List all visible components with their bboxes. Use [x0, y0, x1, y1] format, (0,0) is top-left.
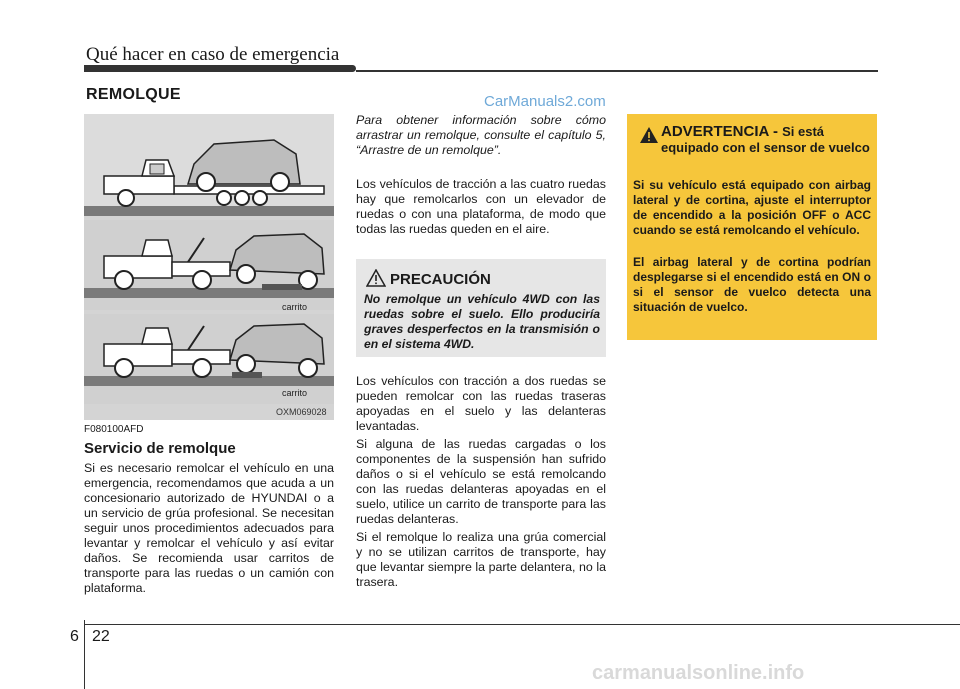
header-rule-thin — [356, 70, 878, 72]
intro-paragraph: Para obtener información sobre cómo arrastrar un remolque, consulte el capítulo 5, “Arrastre de un remolque”. — [356, 113, 606, 157]
commercial-tow-paragraph: Si el remolque lo realiza una grúa comercial y no se utilizan carritos de transporte, hay que levantar siempre la parte delantera, no la trasera. — [356, 530, 606, 589]
warning-text-1: Si su vehículo está equipado con airbag lateral y de cortina, ajuste el interruptor de encendido a la posición OFF o ACC cuando se está remolcando el vehículo. — [633, 178, 871, 237]
watermark-bottom[interactable]: carmanualsonline.info — [592, 662, 805, 684]
watermark-top[interactable]: CarManuals2.com — [484, 93, 606, 110]
warning-text-2: El airbag lateral y de cortina podrían desplegarse si el encendido está en ON o si el sensor de vuelco detecta una situación de vuelco. — [633, 255, 871, 314]
caution-triangle-icon — [366, 269, 386, 287]
carrito-label-2: carrito — [282, 388, 308, 398]
warning-title-main: ADVERTENCIA - — [661, 123, 783, 140]
towing-methods-figure — [84, 114, 334, 420]
flatbed-truck-scene — [84, 114, 334, 216]
caution-text: No remolque un vehículo 4WD con las ruedas sobre el suelo. Ello produciría graves desperfectos en la transmisión o en el sistema 4WD. — [364, 292, 600, 351]
subsection-title: Servicio de remolque — [84, 440, 236, 457]
warning-triangle-icon — [639, 126, 659, 144]
wheel-lift-scene-1 — [84, 220, 334, 310]
towing-illustration — [84, 114, 334, 420]
illustration-code: OXM069028 — [276, 407, 327, 417]
figure-code: F080100AFD — [84, 424, 144, 435]
section-number: 6 — [70, 628, 79, 645]
header-rule-thick — [84, 65, 356, 72]
section-title: REMOLQUE — [86, 86, 181, 103]
2wd-paragraph: Los vehículos con tracción a dos ruedas se pueden remolcar con las ruedas traseras apoyadas en el suelo y las delanteras levantadas. — [356, 374, 606, 433]
towing-service-paragraph: Si es necesario remolcar el vehículo en una emergencia, recomendamos que acuda a un concesionario autorizado de HYUNDAI o a un servicio de grúa profesional. Se necesitan seguir unos procedimientos adecuados para levantar y remolcar el vehículo y así evitar daños. Se recomienda usar carritos de transporte para las ruedas o un camión con plataforma. — [84, 461, 334, 595]
warning-title — [661, 124, 871, 156]
caution-title: PRECAUCIÓN — [390, 271, 491, 288]
page-number: 22 — [92, 628, 110, 645]
footer-horizontal-rule — [84, 624, 960, 625]
page-header-title: Qué hacer en caso de emergencia — [86, 44, 340, 65]
4wd-paragraph: Los vehículos de tracción a las cuatro ruedas hay que remolcarlos con un elevador de ruedas o con una plataforma, de modo que todas las ruedas queden en el aire. — [356, 177, 606, 236]
warning-box — [627, 114, 877, 340]
caution-box — [356, 259, 606, 357]
footer-vertical-rule — [84, 620, 85, 689]
warning-title-sub: Si está equipado con el sensor de vuelco — [661, 124, 870, 155]
damage-paragraph: Si alguna de las ruedas cargadas o los componentes de la suspensión han sufrido daños o si el vehículo se está remolcando con las ruedas delanteras apoyadas en el suelo, utilice un carrito de transporte para las ruedas delanteras. — [356, 437, 606, 526]
carrito-label-1: carrito — [282, 302, 308, 312]
